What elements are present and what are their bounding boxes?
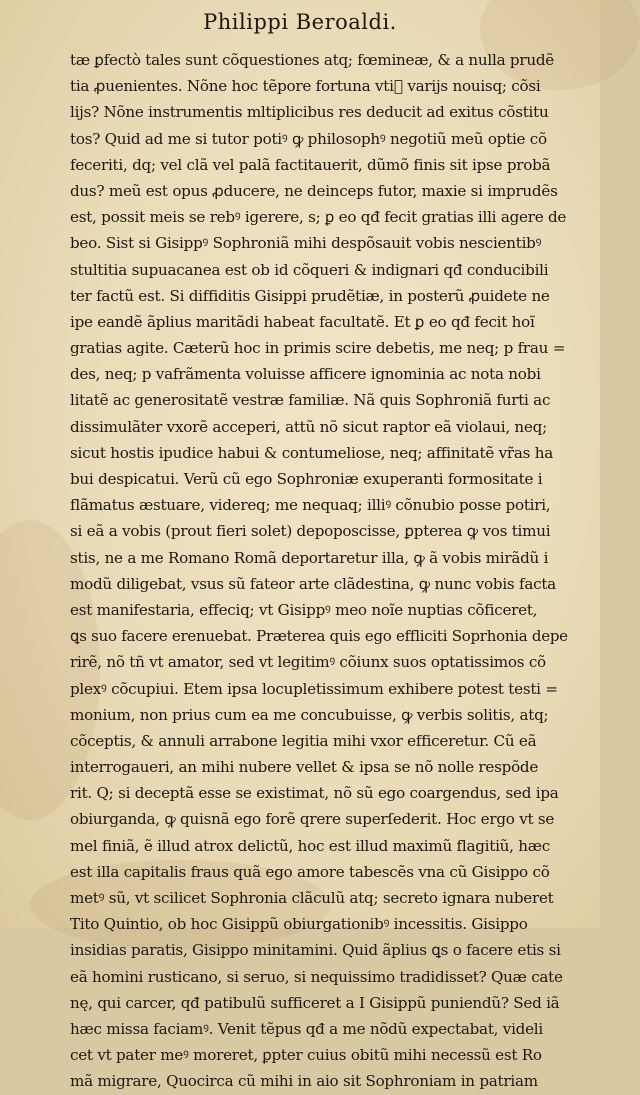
text-line: si eã a vobis (prout fieri solet) depoposcisse, ꝑpterea ꝙ vos timui [70,522,551,541]
text-line: ipe eandẽ ãplius maritãdi habeat facultatẽ. Et ꝑ eo qđ fecit hoĩ [70,312,535,331]
text-line: obiurganda, ꝙ quisnã ego forẽ qrere superſederit. Hoc ergo vt se [70,810,555,829]
text-line: litatẽ ac generositatẽ vestræ familiæ. Nã quis Sophroniã furti ac [70,391,551,410]
text-line: est illa capitalis fraus quã ego amore tabescẽs vna cũ Gisippo cõ [70,862,550,881]
text-line: gratias agite. Cæterũ hoc in primis scire debetis, me neq; p frau = [70,339,566,358]
text-line: est, possit meis se rebꝰ igerere, s; ꝑ eo qđ fecit gratias illi agere de [70,208,567,227]
text-line: tæ ꝑfectò tales sunt cõquestiones atq; fœmineæ, & a nulla prudẽ [70,51,554,69]
text-line: eã homini rusticano, si seruo, si nequissimo tradidisset? Quæ cate [70,967,563,986]
text-line: tos? Quid ad me si tutor potiꝰ ꝙ philosophꝰ negotiũ meũ optie cõ [70,129,547,148]
text-line: nę, qui carcer, qđ patibulũ sufficeret a I Gisippũ puniendũ? Sed iã [70,993,560,1012]
text-line: dissimulãter vxorẽ acceperi, attũ nõ sicut raptor eã violaui, neq; [70,417,547,436]
text-line: plexꝰ cõcupiui. Etem ipsa locupletissimum exhibere potest testi = [70,679,558,698]
text-line: stultitia supuacanea est ob id cõqueri & indignari qđ conducibili [70,260,549,279]
text-line: modũ diligebat, vsus sũ fateor arte clãdestina, ꝙ nunc vobis facta [70,574,556,593]
text-line: flãmatus æstuare, videreq; me nequaq; illiꝰ cõnubio posse potiri, [70,496,551,515]
text-line: bui despicatui. Verũ cũ ego Sophroniæ exuperanti formositate i [70,470,543,488]
text-line: interrogaueri, an mihi nubere vellet & ipsa se nõ nolle respõde [70,758,539,777]
text-line: ꝗs suo facere erenuebat. Præterea quis ego effliciti Soprhonia depe [70,627,568,646]
text-line: dus? meũ est opus ꝓducere, ne deinceps futor, maxie si imprudẽs [70,181,558,200]
text-line: hæc missa faciamꝰ. Venit tẽpus qđ a me nõdũ expectabat, videli [70,1019,543,1038]
text-line: rirẽ, nõ tñ vt amator, sed vt legitimꝰ cõiunx suos optatissimos cõ [70,653,546,672]
text-line: est manifestaria, effeciq; vt Gisippꝰ meo noĩe nuptias cõficeret, [70,600,538,619]
text-line: tia ꝓuenientes. Nõne hoc tẽpore fortuna vti᷑ varijs nouisq; cõsi [70,77,541,96]
text-line: metꝰ sũ, vt scilicet Sophronia clãculũ atq; secreto ignara nuberet [70,889,554,907]
text-line: cet vt pater meꝰ moreret, ꝑpter cuius obitũ mihi necessũ est Ro [70,1046,542,1065]
text-line: stis, ne a me Romano Romã deportaretur illa, ꝙ ã vobis mirãdũ i [70,548,549,567]
text-line: des, neq; p vafrãmenta voluisse afficere ignominia ac nota nobi [70,365,541,384]
text-line: monium, non prius cum ea me concubuisse, ꝙ verbis solitis, atq; [70,705,549,724]
text-line: mã migrare, Quocirca cũ mihi in aio sit Sophroniam in patriam [70,1072,538,1091]
text-line: rit. Q; si deceptã esse se existimat, nõ sũ ego coargendus, sed ipa [70,784,559,803]
text-line: ter factũ est. Si diffiditis Gisippi prudẽtiæ, in posterũ ꝓuidete ne [70,286,550,305]
text-line: lijs? Nõne instrumentis mltiplicibus res deducit ad exitus cõstitu [70,103,549,122]
text-line: cõceptis, & annuli arrabone legitia mihi vxor efficeretur. Cũ eã [70,731,537,750]
text-line: Tito Quintio, ob hoc Gisippũ obiurgationibꝰ incessitis. Gisippo [70,915,528,934]
text-line: beo. Sist si Gisippꝰ Sophroniã mihi despõsauit vobis nescientibꝰ [70,234,542,253]
text-line: sicut hostis ipudice habui & contumeliose, neq; affinitatẽ vr̃as ha [70,443,554,462]
text-block [70,47,570,1095]
text-line: feceriti, dq; vel clã vel palã factitauerit, dũmõ finis sit ipse probã [70,155,551,174]
text-line: mel finiã, ẽ illud atrox delictũ, hoc est illud maximũ flagitiũ, hæc [70,836,550,855]
text-line: insidias paratis, Gisippo minitamini. Quid ãplius ꝗs o facere etis si [70,941,561,960]
running-header: Philippi Beroaldi. [203,10,397,34]
